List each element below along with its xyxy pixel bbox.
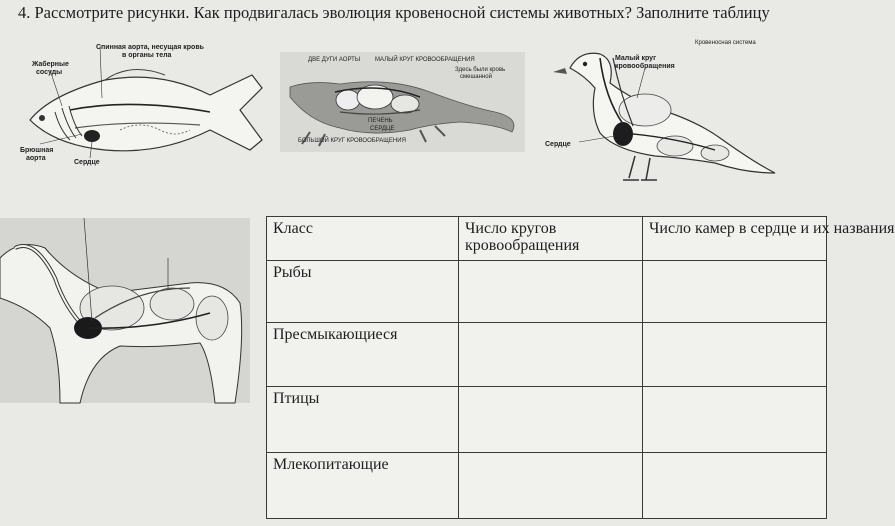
heart-chambers-cell[interactable] (643, 323, 827, 387)
bird-label-heart: Сердце (545, 141, 571, 148)
table-header-row (267, 217, 827, 261)
lizard-label-systemic-circle: БОЛЬШОЙ КРУГ КРОВООБРАЩЕНИЯ (298, 138, 406, 144)
class-cell: Птицы (267, 387, 459, 453)
bird-label-small-circle: Малый круг (615, 55, 656, 62)
bird-label-small-circle-2: кровообращения (615, 63, 675, 70)
lizard-label-pulmonary-circle: МАЛЫЙ КРУГ КРОВООБРАЩЕНИЯ (375, 57, 475, 63)
table-row (267, 453, 827, 519)
lizard-label-mixed-blood-2: смешанной (460, 74, 492, 80)
circulation-count-cell[interactable] (459, 387, 643, 453)
fish-label-abdominal-aorta: Брюшная (20, 147, 54, 154)
class-cell: Млекопитающие (267, 453, 459, 519)
mammal-circulation-figure (0, 218, 250, 403)
heart-chambers-cell[interactable] (643, 453, 827, 519)
heart-chambers-cell[interactable] (643, 261, 827, 323)
bird-circulation-figure (545, 38, 785, 193)
header-class: Класс (267, 217, 459, 261)
fish-label-dorsal-aorta: Спинная аорта, несущая кровь (96, 44, 204, 51)
lizard-label-heart: СЕРДЦЕ (370, 126, 395, 132)
fish-label-heart: Сердце (74, 159, 100, 166)
fish-label-gill-vessels-2: сосуды (36, 69, 63, 76)
class-cell: Пресмыкающиеся (267, 323, 459, 387)
table-row (267, 323, 827, 387)
circulation-count-cell[interactable] (459, 453, 643, 519)
circulation-count-cell[interactable] (459, 261, 643, 323)
lizard-label-liver: ПЕЧЕНЬ (368, 118, 393, 124)
fish-label-dorsal-aorta-2: в органы тела (122, 52, 172, 59)
answer-table (266, 216, 895, 519)
table-row (267, 387, 827, 453)
circulation-count-cell[interactable] (459, 323, 643, 387)
heart-chambers-cell[interactable] (643, 387, 827, 453)
lizard-label-mixed-blood: Здесь были кровь (455, 67, 506, 73)
lizard-circulation-figure (280, 52, 525, 152)
fish-label-abdominal-aorta-2: аорта (26, 155, 46, 162)
header-circulation-count: Число кругов кровообращения (459, 217, 643, 261)
bird-label-title: Кровеносная система (695, 40, 756, 46)
fish-label-gill-vessels: Жаберные (32, 61, 69, 68)
fish-circulation-figure (10, 40, 272, 180)
table-row (267, 261, 827, 323)
header-heart-chambers: Число камер в сердце и их названия (643, 217, 827, 261)
class-cell: Рыбы (267, 261, 459, 323)
task-text: 4. Рассмотрите рисунки. Как продвигалась эволюция кровеносной системы животных? Заполните таблицу (18, 3, 770, 22)
lizard-label-aortic-arches: ДВЕ ДУГИ АОРТЫ (308, 57, 361, 63)
